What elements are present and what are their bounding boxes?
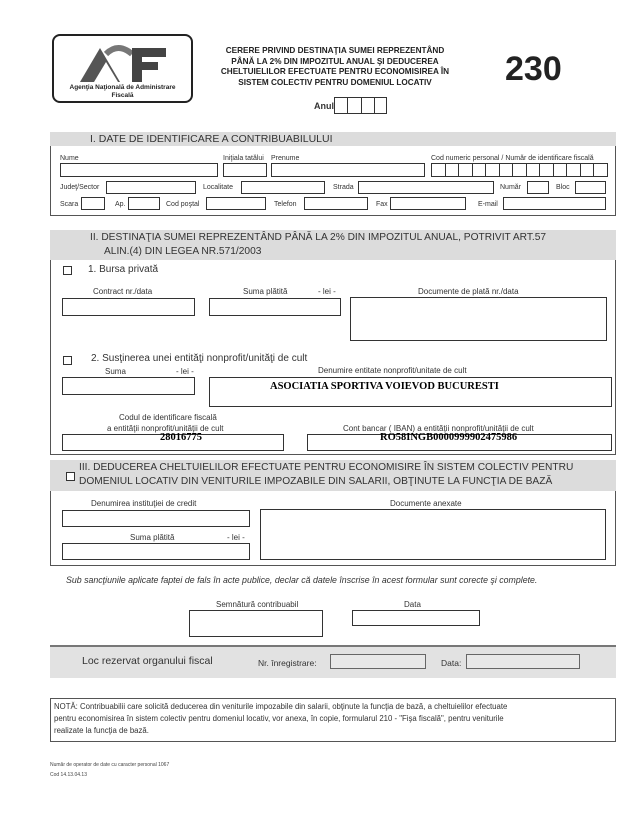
cnp-field[interactable]	[431, 163, 608, 177]
title-line-3: CHELTUIELILOR EFECTUATE PENTRU ECONOMISIREA ÎN	[220, 67, 450, 76]
semnatura-label: Semnătură contribuabil	[216, 600, 299, 609]
section3-suma-field[interactable]	[62, 543, 250, 560]
form-title	[204, 46, 466, 88]
section3-suma-label: Suma plătită	[130, 533, 175, 542]
email-field[interactable]	[503, 197, 606, 210]
strada-field[interactable]	[358, 181, 494, 194]
year-label: Anul	[314, 101, 334, 111]
entitate-checkbox[interactable]	[63, 356, 72, 365]
denumire-entitate-value: ASOCIATIA SPORTIVA VOIEVOD BUCURESTI	[270, 381, 499, 392]
numar-label: Număr	[500, 184, 522, 191]
note-line-1: NOTĂ: Contribuabilii care solicită deducerea din veniturile impozabile din salarii, obţinute la funcţia de bază, a cheltuielilor efectuate	[54, 702, 508, 711]
denumire-entitate-label: Denumire entitate nonprofit/unitate de cult	[318, 366, 467, 375]
cif-value: 28016775	[160, 432, 202, 443]
logo-text-line1: Agenţia Naţională de Administrare	[69, 84, 176, 91]
localitate-label: Localitate	[203, 184, 233, 191]
telefon-label: Telefon	[274, 201, 297, 208]
bursa-lei-label: - lei -	[318, 287, 336, 296]
nume-label: Nume	[60, 155, 79, 162]
iban-value: RO58INGB0000999902475986	[380, 432, 518, 443]
fiscal-data-label: Data:	[441, 658, 462, 668]
footer-operator: Număr de operator de date cu caracter personal 1067	[50, 762, 170, 768]
declaration-text: Sub sancţiunile aplicate faptei de fals în acte publice, declar că datele înscrise în acest formular sunt corecte şi complete.	[66, 575, 538, 585]
bloc-field[interactable]	[575, 181, 606, 194]
cnp-label: Cod numeric personal / Număr de identificare fiscală	[431, 155, 594, 162]
documente-anexate-field[interactable]	[260, 509, 606, 560]
note-line-2: pentru economisirea în sistem colectiv pentru domeniul locativ, vor anexa, în copie, formularul 210 - "Fişa fiscală", pentru veniturile	[54, 714, 504, 723]
cif-label-line1: Codul de identificare fiscală	[119, 413, 217, 422]
entitate-lei-label: - lei -	[176, 367, 194, 376]
anaf-logo-icon	[76, 42, 174, 84]
contract-label: Contract nr./data	[93, 287, 153, 296]
form-number: 230	[505, 50, 562, 88]
entitate-suma-label: Suma	[105, 367, 126, 376]
judet-label: Judeţ/Sector	[60, 184, 100, 191]
cod-postal-label: Cod poştal	[166, 201, 200, 208]
strada-label: Strada	[333, 184, 354, 191]
initiala-label: Iniţiala tatălui	[223, 155, 264, 162]
cif-label-line2: a entităţii nonprofit/unităţii de cult	[107, 424, 224, 433]
title-line-4: SISTEM COLECTIV PENTRU DOMENIUL LOCATIV	[238, 77, 432, 87]
scara-field[interactable]	[81, 197, 105, 210]
entitate-suma-field[interactable]	[62, 377, 195, 395]
data-label: Data	[404, 600, 421, 609]
documente-plata-label: Documente de plată nr./data	[418, 287, 519, 296]
judet-field[interactable]	[106, 181, 196, 194]
section3-lei-label: - lei -	[227, 533, 245, 542]
institutie-field[interactable]	[62, 510, 250, 527]
section2-title-line2: ALIN.(4) DIN LEGEA NR.571/2003	[104, 246, 262, 257]
section3-title-line1: III. DEDUCEREA CHELTUIELILOR EFECTUATE PENTRU ECONOMISIRE ÎN SISTEM COLECTIV PENTRU	[79, 462, 574, 473]
nr-inregistrare-label: Nr. înregistrare:	[258, 658, 317, 668]
bursa-suma-field[interactable]	[209, 298, 341, 316]
fax-field[interactable]	[390, 197, 466, 210]
telefon-field[interactable]	[304, 197, 368, 210]
ap-label: Ap.	[115, 201, 126, 208]
fiscal-data-field[interactable]	[466, 654, 580, 669]
section3-title-line2: DOMENIUL LOCATIV DIN VENITURILE IMPOZABILE DIN SALARII, OBŢINUTE LA FUNCŢIA DE BAZĂ	[79, 476, 553, 487]
contract-field[interactable]	[62, 298, 195, 316]
note-line-3: realizate la funcţia de bază.	[54, 726, 149, 735]
anaf-logo	[52, 34, 193, 103]
title-line-2: PÂNĂ LA 2% DIN IMPOZITUL ANUAL ŞI DEDUCEREA	[231, 56, 439, 66]
bursa-suma-label: Suma plătită	[243, 287, 288, 296]
documente-anexate-label: Documente anexate	[390, 499, 462, 508]
localitate-field[interactable]	[241, 181, 325, 194]
iban-label: Cont bancar ( IBAN) a entităţii nonprofit/unităţii de cult	[343, 424, 534, 433]
cod-postal-field[interactable]	[206, 197, 266, 210]
documente-plata-field[interactable]	[350, 297, 607, 341]
section1-title: I. DATE DE IDENTIFICARE A CONTRIBUABILULUI	[90, 133, 333, 145]
prenume-label: Prenume	[271, 155, 300, 162]
email-label: E-mail	[478, 201, 498, 208]
section2-title-line1: II. DESTINAŢIA SUMEI REPREZENTÂND PÂNĂ LA 2% DIN IMPOZITUL ANUAL, POTRIVIT ART.57	[90, 232, 547, 243]
bursa-checkbox[interactable]	[63, 266, 72, 275]
prenume-field[interactable]	[271, 163, 425, 177]
ap-field[interactable]	[128, 197, 160, 210]
fax-label: Fax	[376, 201, 388, 208]
semnatura-field[interactable]	[189, 610, 323, 637]
numar-field[interactable]	[527, 181, 549, 194]
title-line-1: CERERE PRIVIND DESTINAŢIA SUMEI REPREZENTÂND	[225, 46, 445, 55]
year-field[interactable]	[334, 97, 387, 114]
bloc-label: Bloc	[556, 184, 570, 191]
initiala-field[interactable]	[223, 163, 267, 177]
bursa-label: 1. Bursa privată	[88, 264, 159, 275]
section3-checkbox[interactable]	[66, 472, 75, 481]
scara-label: Scara	[60, 201, 79, 208]
note-box	[50, 698, 616, 742]
footer-cod: Cod 14.13.04.13	[50, 772, 87, 778]
data-field[interactable]	[352, 610, 480, 626]
nume-field[interactable]	[60, 163, 218, 177]
institutie-label: Denumirea instituţiei de credit	[91, 499, 197, 508]
entitate-label: 2. Susţinerea unei entităţi nonprofit/unităţi de cult	[91, 353, 308, 364]
fiscal-title: Loc rezervat organului fiscal	[82, 655, 213, 667]
nr-inregistrare-field[interactable]	[330, 654, 426, 669]
logo-text-line2: Fiscală	[111, 92, 134, 99]
